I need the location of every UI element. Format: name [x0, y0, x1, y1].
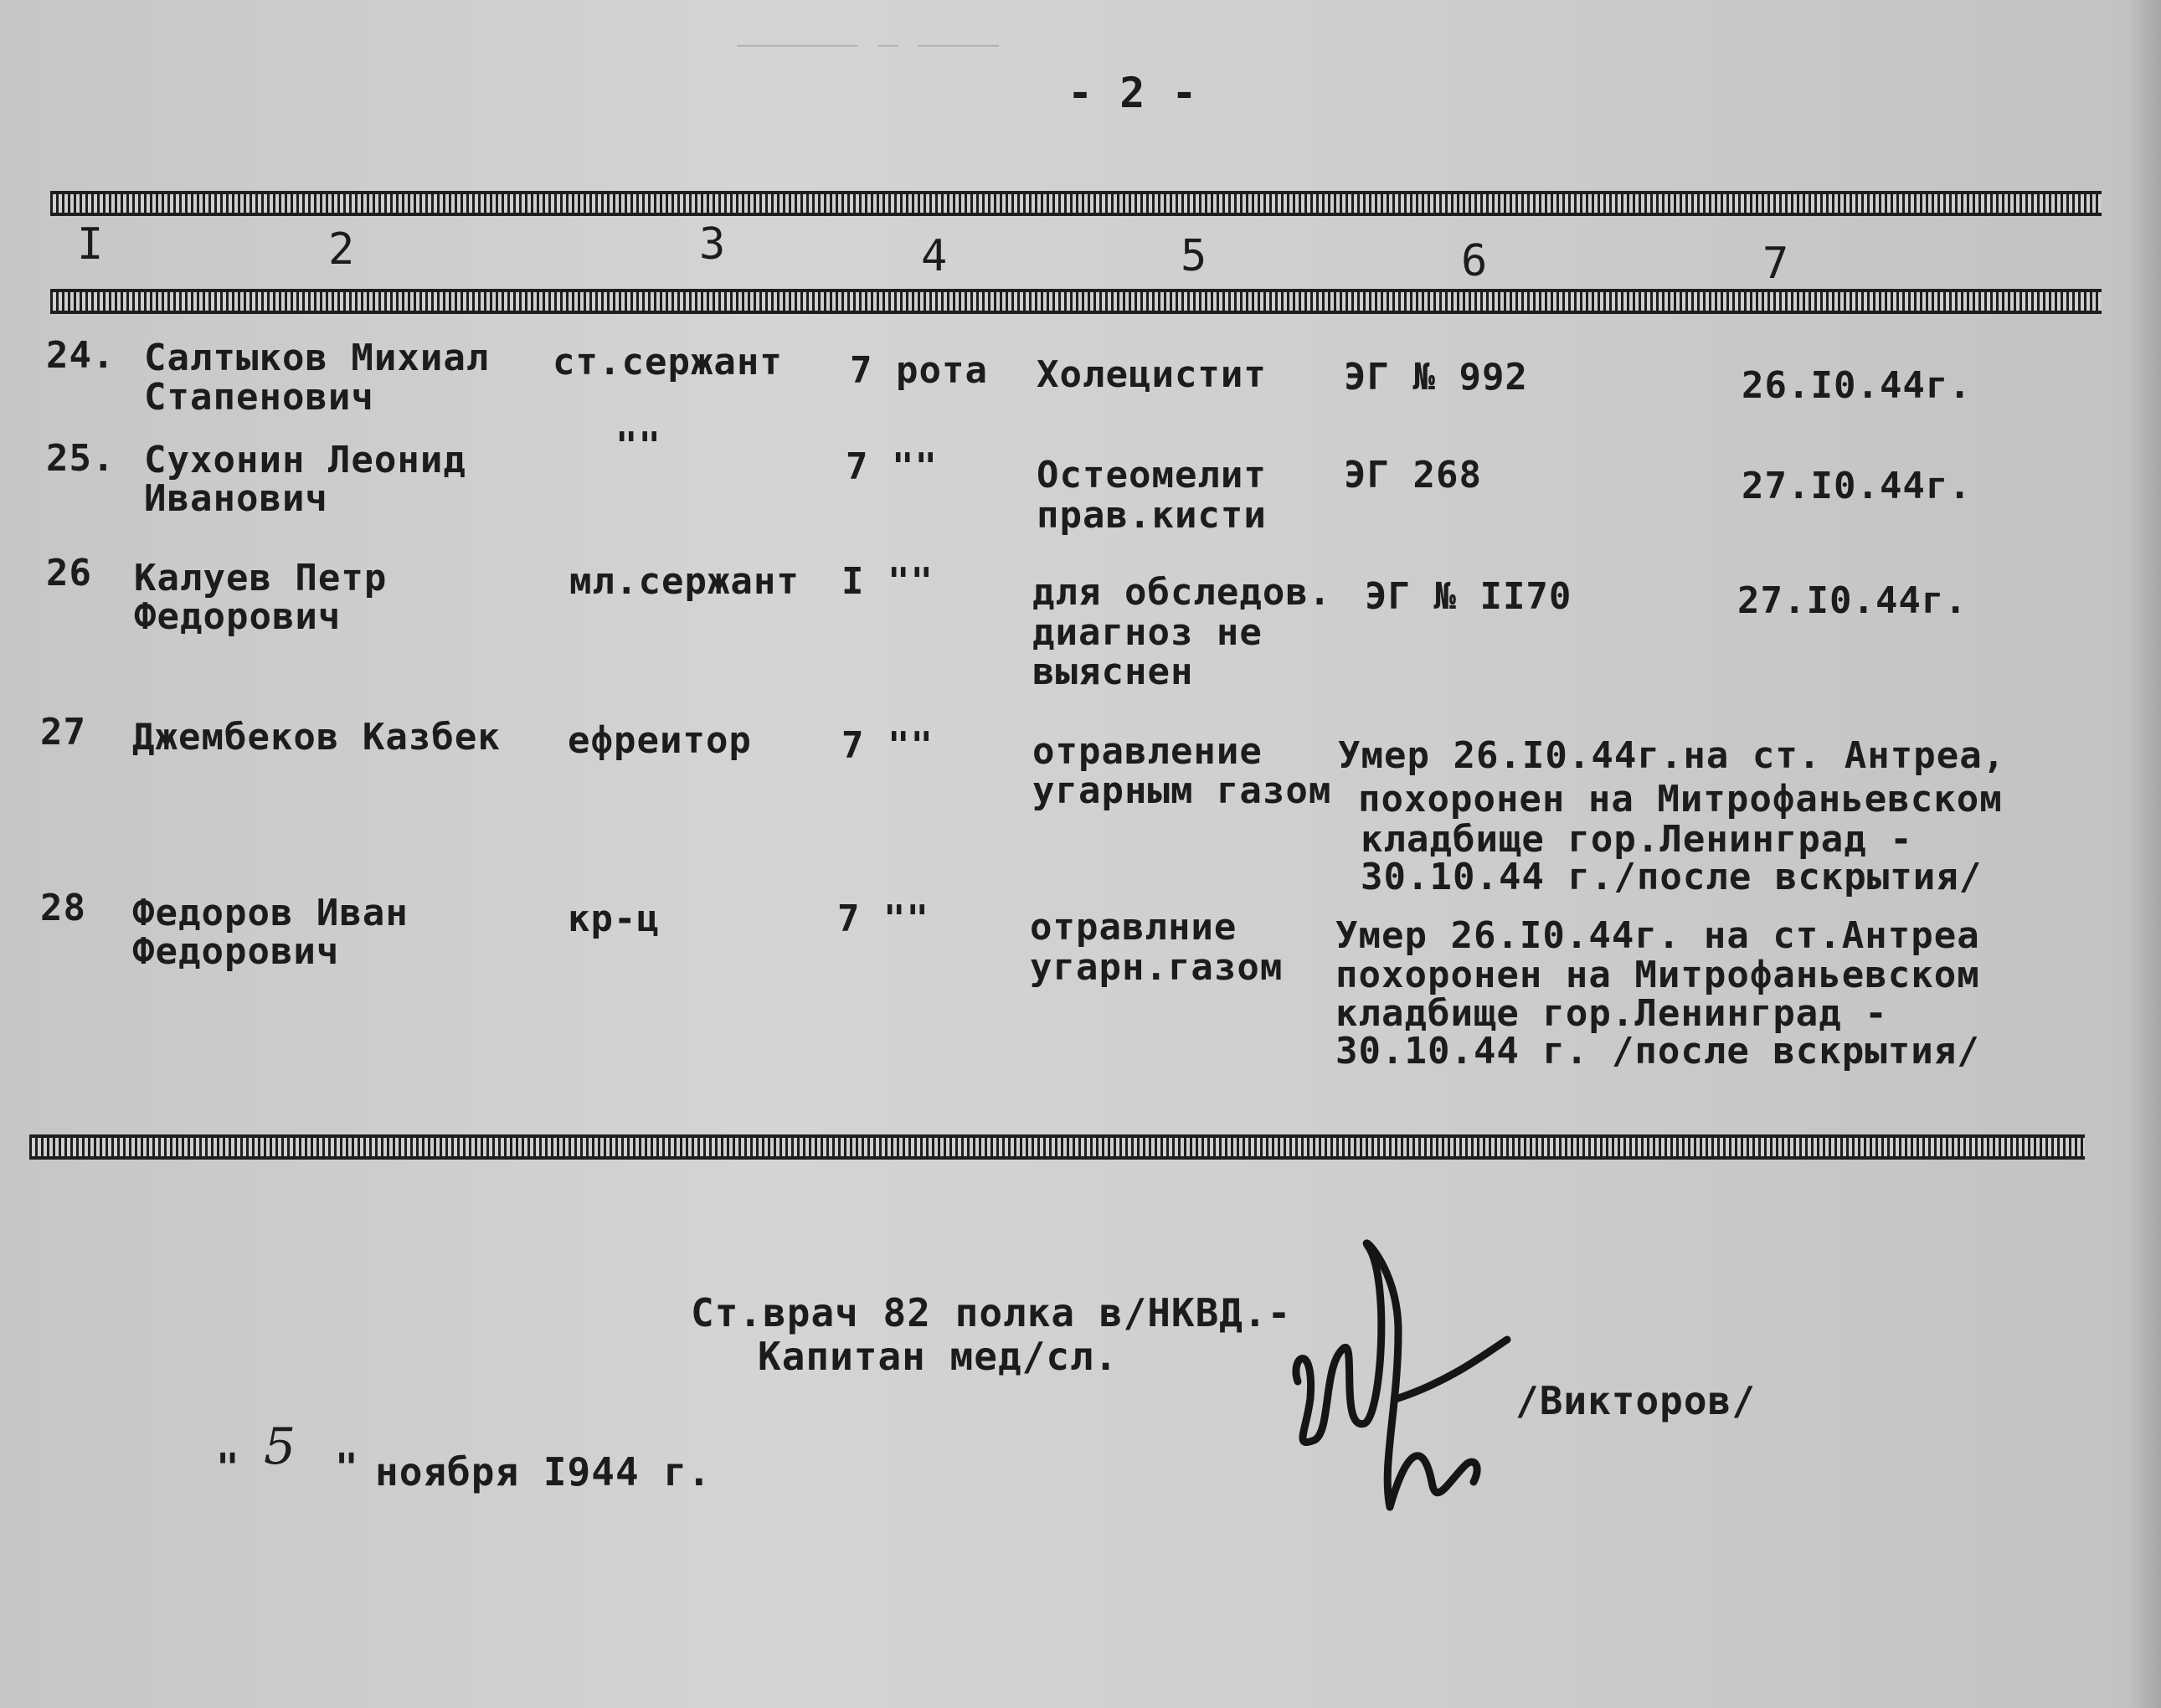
rank: "" — [615, 424, 661, 467]
patronymic: Федорович — [134, 595, 342, 638]
diagnosis-line2: прав.кисти — [1037, 494, 1267, 537]
row-number: 28 — [40, 887, 86, 929]
unit: 7 "" — [841, 724, 934, 767]
row-number: 24. — [46, 334, 116, 377]
column-number-5: 5 — [1181, 231, 1207, 281]
unit: 7 "" — [846, 445, 938, 488]
row-number: 26 — [46, 552, 92, 594]
unit: 7 "" — [837, 898, 929, 940]
death-note-line3: кладбище гор.Ленинград - — [1361, 818, 1913, 861]
patronymic: Стапенович — [144, 376, 374, 419]
death-note-line3: кладбище гор.Ленинград - — [1335, 992, 1888, 1035]
unit: I "" — [841, 560, 934, 603]
death-note-line4: 30.10.44 г./после вскрытия/ — [1361, 856, 1983, 898]
column-number-6: 6 — [1461, 236, 1488, 286]
bleed-through-text: ______ _ ____ — [737, 8, 1000, 47]
diagnosis-line3: выяснен — [1032, 651, 1194, 693]
diagnosis: отравление — [1032, 730, 1263, 773]
surname-name: Салтыков Михиал — [144, 337, 490, 379]
date-close-quote: " — [335, 1445, 359, 1490]
table-header-rule-top — [50, 191, 2102, 216]
date-open-quote: " — [216, 1445, 240, 1490]
death-note-line2: похоронен на Митрофаньевском — [1335, 954, 1980, 996]
diagnosis: Холецистит — [1037, 353, 1267, 396]
unit: 7 рота — [850, 349, 988, 392]
hospital: ЭГ № II70 — [1365, 575, 1572, 618]
diagnosis-line2: диагноз не — [1032, 611, 1263, 654]
column-number-4: 4 — [921, 231, 948, 281]
rank: мл.сержант — [569, 560, 800, 603]
death-note-line2: похоронен на Митрофаньевском — [1358, 778, 2003, 821]
hospital: ЭГ 268 — [1344, 454, 1482, 496]
patronymic: Иванович — [144, 477, 328, 520]
row-number: 27 — [40, 711, 86, 754]
patronymic: Федорович — [132, 930, 340, 973]
row-number: 25. — [46, 437, 116, 480]
diagnosis: для обследов. — [1032, 571, 1332, 614]
column-number-7: 7 — [1762, 239, 1789, 289]
diagnosis-line2: угарным газом — [1032, 769, 1332, 812]
date: 27.I0.44г. — [1742, 465, 1972, 507]
diagnosis-line2: угарн.газом — [1030, 946, 1284, 989]
death-note-line4: 30.10.44 г. /после вскрытия/ — [1335, 1030, 1980, 1073]
surname-name: Джембеков Казбек — [132, 716, 501, 759]
signatory-name: /Викторов/ — [1515, 1378, 1756, 1423]
signature-title-line1: Ст.врач 82 полка в/НКВД.- — [691, 1290, 1292, 1335]
rank: кр-ц — [568, 898, 660, 940]
rank: ефреитор — [568, 719, 752, 762]
column-number-2: 2 — [328, 224, 355, 275]
signature-title-line2: Капитан мед/сл. — [758, 1334, 1119, 1379]
diagnosis: отравлние — [1030, 906, 1237, 949]
death-note-line1: Умер 26.I0.44г. на ст.Антреа — [1335, 914, 1980, 957]
column-number-1: I — [77, 219, 104, 270]
date: 26.I0.44г. — [1742, 364, 1972, 407]
diagnosis: Остеомелит — [1037, 454, 1267, 496]
date-text: ноября I944 г. — [375, 1449, 712, 1494]
date-day-handwritten: 5 — [264, 1417, 297, 1476]
handwritten-signature — [1264, 1231, 1532, 1532]
column-number-3: 3 — [699, 219, 726, 270]
hospital: ЭГ № 992 — [1344, 356, 1528, 399]
table-header-rule-bottom — [50, 289, 2102, 314]
page-number: - 2 - — [1068, 69, 1198, 117]
death-note-line1: Умер 26.I0.44г.на ст. Антреа, — [1338, 734, 2006, 777]
surname-name: Калуев Петр — [134, 557, 388, 599]
rank: ст.сержант — [553, 341, 783, 383]
surname-name: Сухонин Леонид — [144, 439, 466, 481]
table-bottom-rule — [29, 1134, 2085, 1160]
date: 27.I0.44г. — [1737, 579, 1968, 622]
paper-edge-shadow — [2128, 0, 2161, 1708]
surname-name: Федоров Иван — [132, 892, 409, 934]
